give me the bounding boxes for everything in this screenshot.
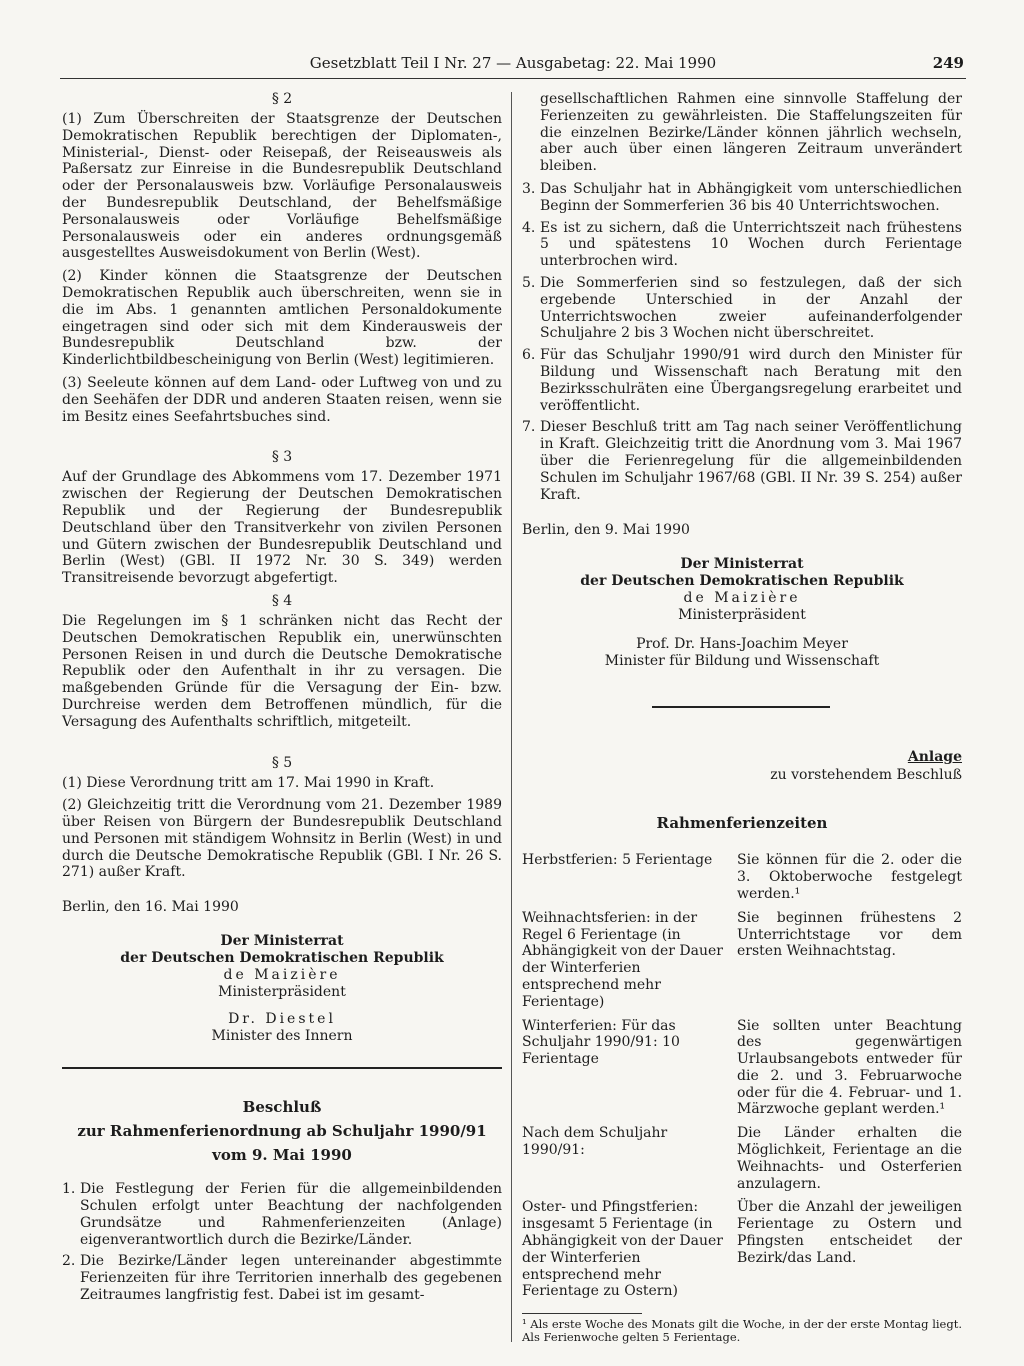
section-4-para-1: Die Regelungen im § 1 schränken nicht das Recht der Deutschen Demokratischen Republik ein, unerwünschten Personen Reisen in und durch die Deutsche Demokratische Republik oder den Aufenthalt in ihr zu versagen. Die maßgebenden Gründe für die Versagung der Ein- bzw. Durchreise werden dem Betroffenen mündlich, für die Versagung des Aufenthalts schriftlich, mitgeteilt.	[62, 612, 502, 730]
list-item-text: Die Bezirke/Länder legen untereinander abgestimmte Ferienzeiten für ihre Territorien innerhalb des gegebenen Zeitraumes langfristig fest. Dabei ist im gesamt-	[80, 1253, 502, 1304]
list-item	[62, 1181, 502, 1248]
list-item-number: 7.	[522, 419, 536, 436]
footnote: ¹ Als erste Woche des Monats gilt die Woche, in der der erste Montag liegt. Als Ferienwoche gelten 5 Ferientage.	[522, 1317, 962, 1345]
left-column	[62, 91, 502, 1309]
column-divider	[511, 92, 512, 1342]
list-item-number: 6.	[522, 347, 536, 364]
table-row	[522, 1199, 962, 1307]
table-row	[522, 1018, 962, 1126]
table-row	[522, 910, 962, 1018]
signature-2-line1: Der Ministerrat	[680, 556, 804, 573]
table-row	[522, 852, 962, 909]
list-item	[522, 275, 962, 342]
section-2-heading: § 2	[271, 91, 293, 107]
signature-2-role1: Ministerpräsident	[678, 607, 806, 624]
signature-1-name2: Dr. Diestel	[228, 1011, 336, 1028]
list-item-text: Die Festlegung der Ferien für die allgemeinbildenden Schulen erfolgt unter Beachtung der nachfolgenden Grundsätze und Rahmenferienzeiten (Anlage) eigenverantwortlich durch die Bezirke/Länder.	[80, 1181, 502, 1248]
place-date-1: Berlin, den 16. Mai 1990	[62, 899, 239, 916]
table-cell-rule: Sie sollten unter Beachtung des gegenwärtigen Urlaubsangebots entweder für die 2. und 3. Februarwoche oder für die 4. Februar- und 1. Märzwoche geplant werden.¹	[737, 1017, 962, 1118]
list-item-number: 4.	[522, 219, 536, 236]
signature-1-role1: Ministerpräsident	[218, 984, 346, 1001]
header-title: Gesetzblatt Teil I Nr. 27 — Ausgabetag: 22. Mai 1990	[309, 54, 717, 72]
list-item-number: 3.	[522, 180, 536, 197]
table-cell-period: Herbstferien: 5 Ferientage	[522, 852, 713, 869]
section-2-para-1: (1) Zum Überschreiten der Staatsgrenze der Deutschen Demokratischen Republik berechtigen der Diplomaten-, Ministerial-, Dienst- oder Reisepaß, der Reiseausweis als Paßersatz zur Einreise in die Bundesrepublik Deutschland oder der Personalausweis bzw. Vorläufige Personalausweis der Bundesrepublik Deutschland, der Behelfsmäßige Personalausweis oder Vorläufige Behelfsmäßige Personalausweis oder ein anderes ordnungsgemäß ausgestelltes Ausweisdokument von Berlin (West).	[62, 111, 502, 262]
list-item-text: Die Sommerferien sind so festzulegen, daß der sich ergebende Unterschied in der Anzahl der Unterrichtswochen zweier aufeinanderfolgender Schuljahre 2 bis 3 Wochen nicht überschreitet.	[540, 274, 962, 342]
signature-2-line2: der Deutschen Demokratischen Republik	[580, 573, 904, 590]
section-separator	[62, 1067, 502, 1069]
list-item-text: Es ist zu sichern, daß die Unterrichtszeit nach frühestens 5 und spätestens 10 Wochen durch Ferientage unterbrochen wird.	[540, 219, 962, 270]
list-item	[62, 1253, 502, 1303]
section-5-heading: § 5	[271, 754, 293, 771]
beschluss-subtitle: zur Rahmenferienordnung ab Schuljahr 1990/91	[77, 1122, 487, 1141]
footnote-rule	[522, 1313, 642, 1314]
place-date-2: Berlin, den 9. Mai 1990	[522, 522, 690, 539]
section-2-para-3: (3) Seeleute können auf dem Land- oder Luftweg von und zu den Seehäfen der DDR und anderen Staaten reisen, wenn sie im Besitz eines Seefahrtsbuches sind.	[62, 374, 502, 425]
list-item	[522, 181, 962, 215]
list-item-text: Das Schuljahr hat in Abhängigkeit vom unterschiedlichen Beginn der Sommerferien 36 bis 40 Unterrichtswochen.	[540, 180, 962, 214]
list-item	[522, 220, 962, 270]
item-2-continuation: gesellschaftlichen Rahmen eine sinnvolle Staffelung der Ferienzeiten zu gewährleisten. Die Staffelungszeiten für die einzelnen Bezirke/Länder können jährlich wechseln, aber auch über einen längeren Zeitraum unverändert bleiben.	[540, 91, 962, 175]
signature-2-name1: de Maizière	[683, 590, 801, 607]
list-item-text: Für das Schuljahr 1990/91 wird durch den Minister für Bildung und Wissenschaft nach Beratung mit den Bezirksschulräten eine Übergangsregelung erarbeitet und veröffentlicht.	[540, 347, 962, 414]
list-item-text: Dieser Beschluß tritt am Tag nach seiner Veröffentlichung in Kraft. Gleichzeitig tritt die Anordnung vom 3. Mai 1967 über die Ferienregelung für die allgemeinbildenden Schulen im Schuljahr 1967/68 (GBl. II Nr. 39 S. 254) außer Kraft.	[540, 419, 962, 503]
signature-1-line1: Der Ministerrat	[220, 933, 344, 950]
section-5-para-2: (2) Gleichzeitig tritt die Verordnung vom 21. Dezember 1989 über Reisen von Bürgern der Bundesrepublik Deutschland und Personen mit ständigem Wohnsitz in Berlin (West) in und durch die Deutsche Demokratische Republik (GBl. I Nr. 26 S. 271) außer Kraft.	[62, 797, 502, 881]
section-3-heading: § 3	[271, 449, 293, 466]
signature-block-1	[62, 933, 502, 1045]
signature-2-role2: Minister für Bildung und Wissenschaft	[604, 653, 880, 670]
table-row	[522, 1125, 962, 1199]
table-cell-rule: Sie beginnen frühestens 2 Unterrichtstage vor dem ersten Weihnachtstag.	[737, 909, 962, 960]
list-item-number: 2.	[62, 1253, 76, 1270]
table-cell-rule: Sie können für die 2. oder die 3. Oktoberwoche festgelegt werden.¹	[737, 852, 962, 902]
table-title: Rahmenferienzeiten	[656, 814, 828, 833]
anlage-subtitle: zu vorstehendem Beschluß	[770, 767, 962, 784]
table-cell-period: Oster- und Pfingstferien: insgesamt 5 Ferientage (in Abhängigkeit von der Dauer der Winterferien entsprechend mehr Ferientage zu Ostern)	[522, 1199, 723, 1300]
signature-1-name1: de Maizière	[223, 967, 341, 984]
section-5-para-1: (1) Diese Verordnung tritt am 17. Mai 1990 in Kraft.	[62, 774, 435, 791]
table-cell-period: Nach dem Schuljahr 1990/91:	[522, 1125, 668, 1159]
section-4-heading: § 4	[271, 592, 293, 609]
page-number: 249	[932, 54, 964, 72]
list-item	[522, 419, 962, 503]
list-item	[522, 347, 962, 414]
list-item-number: 1.	[62, 1181, 76, 1198]
holiday-table	[522, 852, 962, 1307]
anlage-block	[522, 748, 962, 784]
signature-1-role2: Minister des Innern	[211, 1028, 353, 1045]
beschluss-date: vom 9. Mai 1990	[212, 1146, 352, 1165]
list-item-number: 5.	[522, 274, 536, 291]
short-separator	[652, 706, 830, 708]
page-header	[60, 50, 966, 79]
signature-block-2	[522, 556, 962, 670]
table-cell-rule: Über die Anzahl der jeweiligen Ferientage zu Ostern und Pfingsten entscheidet der Bezirk/das Land.	[737, 1199, 962, 1266]
section-2-para-2: (2) Kinder können die Staatsgrenze der Deutschen Demokratischen Republik auch überschreiten, wenn sie in die im Abs. 1 genannten amtlichen Personaldokumente eingetragen sind oder sich mit dem Kinderausweis der Bundesrepublik Deutschland bzw. der Kinderlichtbildbescheinigung von Berlin (West) legitimieren.	[62, 268, 502, 369]
beschluss-title: Beschluß	[242, 1098, 322, 1117]
signature-2-name2: Prof. Dr. Hans-Joachim Meyer	[636, 636, 848, 653]
anlage-title: Anlage	[907, 749, 962, 766]
table-cell-period: Weihnachtsferien: in der Regel 6 Ferientage (in Abhängigkeit von der Dauer der Winterferien entsprechend mehr Ferientage)	[522, 909, 723, 1010]
section-3-para-1: Auf der Grundlage des Abkommens vom 17. Dezember 1971 zwischen der Regierung der Deutschen Demokratischen Republik und der Regierung der Bundesrepublik Deutschland über den Transitverkehr von zivilen Personen und Gütern zwischen der Bundesrepublik Deutschland und Berlin (West) (GBl. II 1972 Nr. 30 S. 349) werden Transitreisende bevorzugt abgefertigt.	[62, 469, 502, 587]
signature-1-line2: der Deutschen Demokratischen Republik	[120, 950, 444, 967]
table-cell-period: Winterferien: Für das Schuljahr 1990/91: 10 Ferientage	[522, 1017, 680, 1068]
right-column	[522, 91, 962, 1344]
table-cell-rule: Die Länder erhalten die Möglichkeit, Ferientage an die Weihnachts- und Osterferien anzulagern.	[737, 1125, 962, 1192]
